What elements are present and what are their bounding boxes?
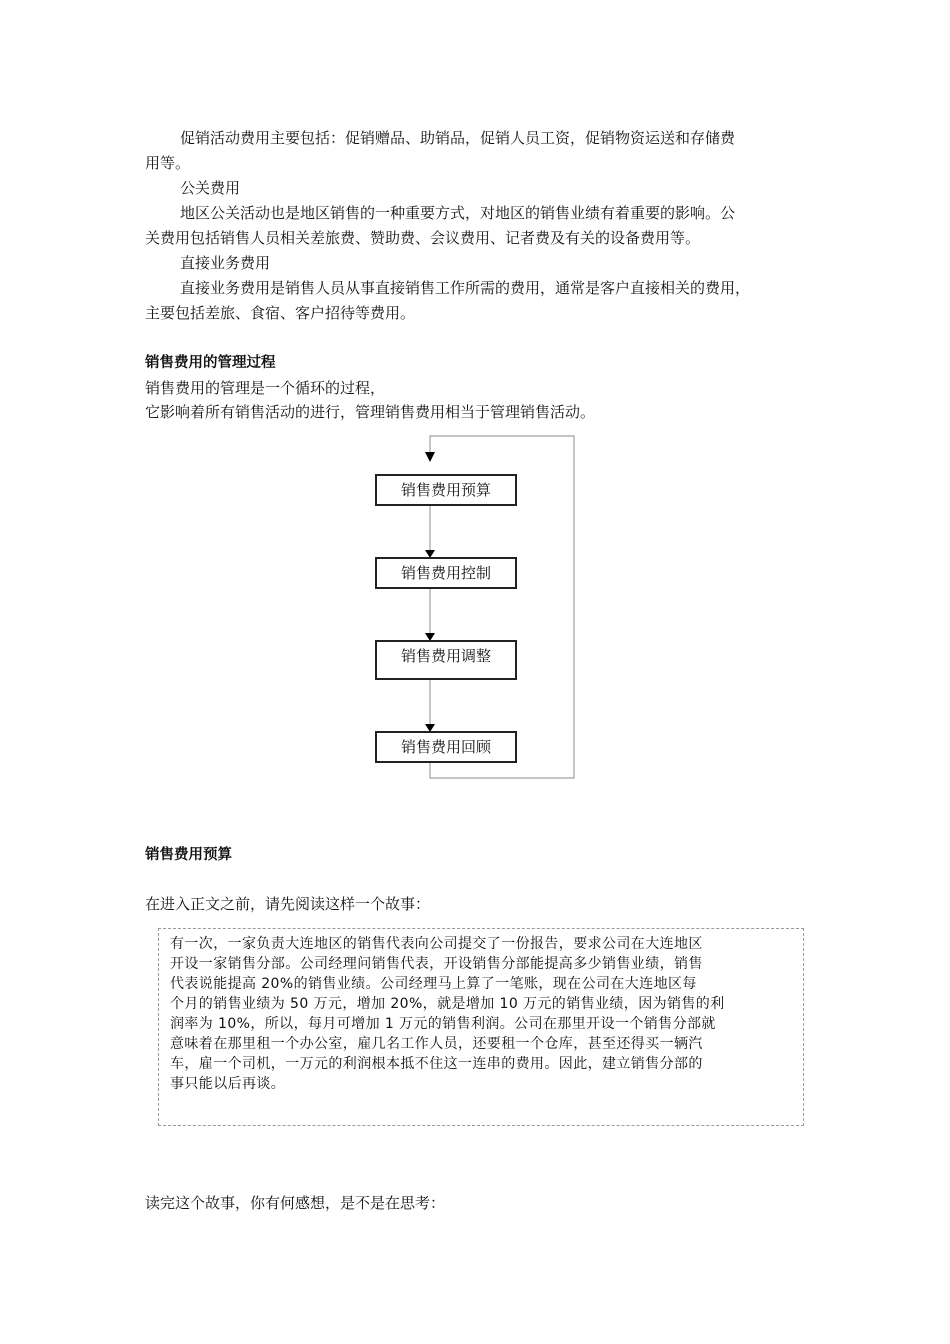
arrow-head (425, 452, 435, 462)
story-lead: 在进入正文之前，请先阅读这样一个故事： (145, 895, 431, 913)
direct-costs-line-2: 主要包括差旅、食宿、客户招待等费用。 (145, 304, 416, 322)
story-line: 事只能以后再谈。 (170, 1076, 286, 1092)
promo-costs-line-1: 促销活动费用主要包括：促销赠品、助销品，促销人员工资，促销物资运送和存储费 (180, 129, 736, 147)
story-line: 开设一家销售分部。公司经理问销售代表，开设销售分部能提高多少销售业绩，销售 (170, 956, 703, 972)
story-line: 润率为 10%，所以，每月可增加 1 万元的销售利润。公司在那里开设一个销售分部就 (170, 1016, 716, 1032)
flow-step-adjust: 销售费用调整 (375, 640, 517, 680)
management-heading: 销售费用的管理过程 (145, 355, 276, 371)
pr-costs-line-2: 关费用包括销售人员相关差旅费、赞助费、会议费用、记者费及有关的设备费用等。 (145, 229, 701, 247)
pr-costs-line-1: 地区公关活动也是地区销售的一种重要方式，对地区的销售业绩有着重要的影响。公 (180, 204, 736, 222)
story-line: 意味着在那里租一个办公室，雇几名工作人员，还要租一个仓库，甚至还得买一辆汽 (170, 1036, 703, 1052)
story-line: 代表说能提高 20%的销售业绩。公司经理马上算了一笔账，现在公司在大连地区每 (170, 976, 697, 992)
direct-costs-heading: 直接业务费用 (180, 254, 271, 272)
pr-costs-heading: 公关费用 (180, 179, 241, 197)
promo-costs-line-2: 用等。 (145, 154, 191, 172)
budget-heading: 销售费用预算 (145, 847, 232, 863)
management-line-1: 销售费用的管理是一个循环的过程， (145, 379, 386, 397)
story-followup: 读完这个故事，你有何感想，是不是在思考： (145, 1194, 446, 1212)
story-line: 有一次，一家负责大连地区的销售代表向公司提交了一份报告，要求公司在大连地区 (170, 936, 703, 952)
flow-step-budget: 销售费用预算 (375, 474, 517, 506)
story-line: 车，雇一个司机，一万元的利润根本抵不住这一连串的费用。因此，建立销售分部的 (170, 1056, 703, 1072)
story-line: 个月的销售业绩为 50 万元，增加 20%，就是增加 10 万元的销售业绩，因为销售的利 (170, 996, 725, 1012)
flow-step-review: 销售费用回顾 (375, 731, 517, 763)
direct-costs-line-1: 直接业务费用是销售人员从事直接销售工作所需的费用，通常是客户直接相关的费用， (180, 279, 751, 297)
flow-step-control: 销售费用控制 (375, 557, 517, 589)
management-line-2: 它影响着所有销售活动的进行，管理销售费用相当于管理销售活动。 (145, 403, 596, 421)
